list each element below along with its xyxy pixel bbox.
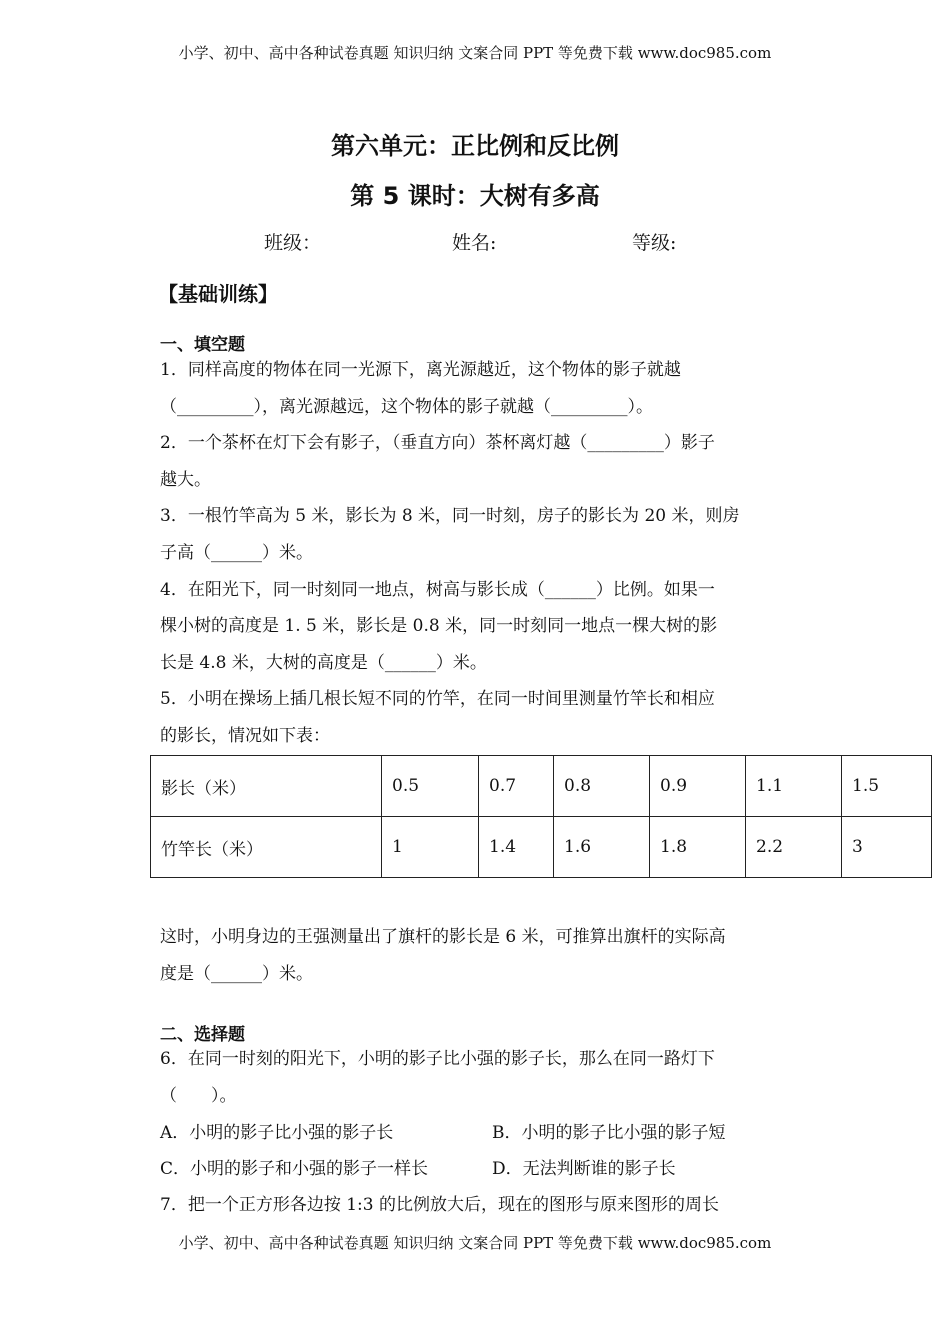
page-subtitle: 第 5 课时：大树有多高 xyxy=(350,182,600,210)
section-fill-blank: 一、填空题 xyxy=(160,335,245,355)
table-cell: 1.8 xyxy=(650,817,746,878)
text-line: （_________），离光源越远，这个物体的影子就越（_________）。 xyxy=(160,396,653,417)
table-cell: 0.5 xyxy=(382,756,479,817)
text-line: 2．一个茶杯在灯下会有影子，（垂直方向）茶杯离灯越（_________）影子 xyxy=(160,433,715,454)
name-label: 姓名: xyxy=(452,232,497,254)
page-footer: 小学、初中、高中各种试卷真题 知识归纳 文案合同 PPT 等免费下载 www.doc985.com xyxy=(178,1234,772,1252)
page-title: 第六单元：正比例和反比例 xyxy=(331,132,619,160)
text-line: 3．一根竹竿高为 5 米，影长为 8 米，同一时刻，房子的影长为 20 米，则房 xyxy=(160,506,740,527)
option-d: D．无法判断谁的影子长 xyxy=(492,1159,676,1179)
table-cell: 影长（米） xyxy=(151,756,382,817)
text-line: 棵小树的高度是 1. 5 米，影长是 0.8 米，同一时刻同一地点一棵大树的影 xyxy=(160,616,718,637)
data-table xyxy=(150,755,932,878)
table-row xyxy=(151,817,932,878)
table-cell: 0.7 xyxy=(479,756,554,817)
class-label: 班级： xyxy=(264,232,322,254)
table-cell: 竹竿长（米） xyxy=(151,817,382,878)
table-cell: 1.1 xyxy=(746,756,842,817)
table-cell: 1 xyxy=(382,817,479,878)
page-header: 小学、初中、高中各种试卷真题 知识归纳 文案合同 PPT 等免费下载 www.doc985.com xyxy=(178,44,772,62)
table-cell: 1.4 xyxy=(479,817,554,878)
text-line: 的影长，情况如下表： xyxy=(160,726,330,746)
table-cell: 1.5 xyxy=(842,756,932,817)
table-cell: 3 xyxy=(842,817,932,878)
option-b: B．小明的影子比小强的影子短 xyxy=(492,1123,726,1143)
text-line: 度是（______）米。 xyxy=(160,964,313,984)
table-cell: 1.6 xyxy=(554,817,650,878)
text-line: 这时，小明身边的王强测量出了旗杆的影长是 6 米，可推算出旗杆的实际高 xyxy=(160,927,726,947)
grade-label: 等级: xyxy=(632,232,677,254)
text-line: 5．小明在操场上插几根长短不同的竹竿，在同一时间里测量竹竿长和相应 xyxy=(160,689,715,710)
text-line: 子高（______）米。 xyxy=(160,543,313,563)
table-row xyxy=(151,756,932,817)
option-a: A．小明的影子比小强的影子长 xyxy=(160,1123,394,1143)
question-6-blank: （ ）。 xyxy=(160,1086,237,1106)
text-line: 越大。 xyxy=(160,469,211,490)
section-basic: 【基础训练】 xyxy=(158,282,278,306)
text-line: 1．同样高度的物体在同一光源下，离光源越近，这个物体的影子就越 xyxy=(160,360,681,380)
table-cell: 0.9 xyxy=(650,756,746,817)
question-6: 6．在同一时刻的阳光下，小明的影子比小强的影子长，那么在同一路灯下 xyxy=(160,1049,715,1069)
text-line: 4．在阳光下，同一时刻同一地点，树高与影长成（______）比例。如果一 xyxy=(160,579,715,600)
text-line: 长是 4.8 米，大树的高度是（______）米。 xyxy=(160,652,487,673)
table-cell: 0.8 xyxy=(554,756,650,817)
option-c: C．小明的影子和小强的影子一样长 xyxy=(160,1159,429,1179)
table-cell: 2.2 xyxy=(746,817,842,878)
section-choice: 二、选择题 xyxy=(160,1025,245,1045)
question-7: 7．把一个正方形各边按 1:3 的比例放大后，现在的图形与原来图形的周长 xyxy=(160,1195,719,1215)
